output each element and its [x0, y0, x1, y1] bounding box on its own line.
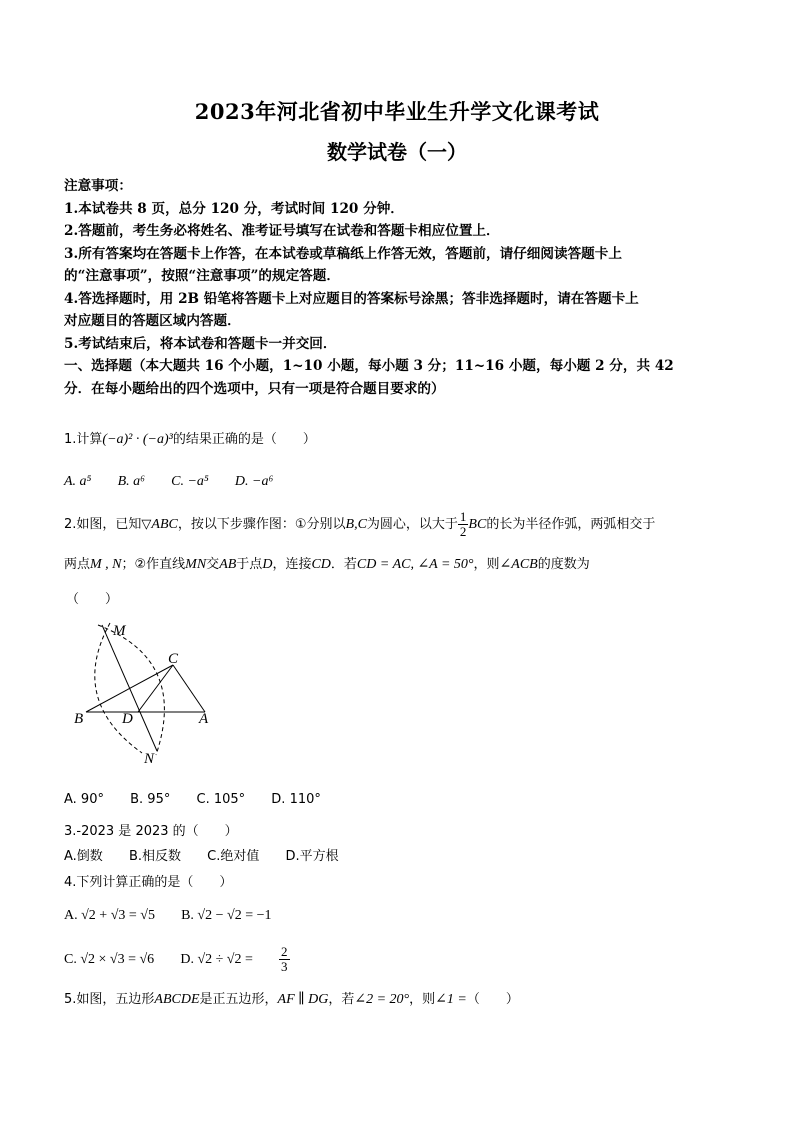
q1-expression: (−a)² · (−a)³	[102, 432, 173, 447]
instruction-item: 3.所有答案均在答题卡上作答，在本试卷或草稿纸上作答无效，答题前，请仔细阅读答题卡上	[64, 245, 622, 262]
segment-ca	[173, 665, 205, 712]
q3-option-d: D.平方根	[285, 849, 339, 864]
q5-text: ，若	[328, 992, 355, 1007]
question-1	[64, 430, 316, 450]
section-heading: 一、选择题（本大题共 16 个小题，1~10 小题，每小题 3 分；11~16 小题，每小题 2 分，共 42	[64, 358, 674, 374]
instruction-item: 4.答选择题时，用 2B 铅笔将答题卡上对应题目的答案标号涂黑；答非选择题时，请在答题卡上	[64, 290, 639, 307]
q2-text: 的度数为	[537, 557, 590, 572]
q3-option-a: A.倒数	[64, 849, 103, 864]
q5-math: ∠1 =	[435, 992, 467, 1007]
segment-cd	[138, 665, 173, 712]
q4-options-row1	[64, 906, 294, 926]
label-n: N	[144, 751, 155, 767]
q1-option-b: B. a⁶	[117, 474, 145, 489]
q5-math: ABCDE	[154, 992, 200, 1007]
q2-text: 两点	[64, 557, 91, 572]
q3-options	[64, 847, 361, 867]
q2-text: 于点	[236, 557, 263, 572]
q2-math: ∠ACB	[499, 557, 538, 572]
q2-text: 的长为半径作弧，两弧相交于	[486, 517, 656, 532]
fraction-numerator: 1	[459, 509, 467, 524]
q2-answer-blank: （ ）	[66, 592, 119, 607]
q4-option-b: B. √2 − √2 = −1	[181, 908, 272, 923]
q2-geometry-figure	[70, 615, 230, 770]
q1-option-c: C. −a⁵	[171, 474, 209, 489]
q2-text: ，则	[473, 557, 500, 572]
exam-title: 2023年河北省初中毕业生升学文化课考试	[194, 99, 600, 124]
q3-option-b: B.相反数	[128, 849, 182, 864]
q2-math: CD	[311, 557, 331, 572]
question-5	[64, 990, 744, 1010]
q2-math: BC	[468, 517, 487, 532]
label-m: M	[113, 623, 126, 639]
q1-prefix: 1.计算	[64, 432, 103, 447]
q4-option-d-fraction	[279, 945, 312, 974]
q4-option-c: C. √2 × √3 = √6	[64, 952, 155, 967]
q1-option-a: A. a⁵	[64, 474, 92, 489]
q2-math: AB	[219, 557, 237, 572]
q2-math: B,C	[345, 517, 367, 532]
label-a: A	[199, 711, 209, 727]
instruction-item: 的“注意事项”，按照“注意事项”的规定答题．	[64, 268, 340, 284]
q2-text: ，按以下步骤作图：①分别以	[177, 517, 346, 532]
q5-text: （ ）	[466, 992, 519, 1007]
q5-text: ，则	[409, 992, 436, 1007]
label-d: D	[122, 711, 133, 727]
q4-options-row2	[64, 945, 334, 974]
question-4: 4.下列计算正确的是（ ）	[64, 875, 233, 890]
q5-math: ∠2 = 20°	[354, 992, 410, 1007]
q2-text: ，连接	[272, 557, 312, 572]
section-heading: 分．在每小题给出的四个选项中，只有一项是符合题目要求的）	[64, 380, 445, 397]
question-2	[64, 510, 744, 539]
question-2-line2	[64, 555, 744, 575]
q1-option-d: D. −a⁶	[234, 474, 274, 489]
q2-math: D	[262, 557, 273, 572]
q4-option-a: A. √2 + √3 = √5	[64, 908, 155, 923]
fraction-numerator: 2	[281, 944, 288, 959]
fraction-denominator: 3	[281, 959, 288, 974]
q2-text: 为圆心，以大于	[366, 517, 458, 532]
q5-math: AF ∥ DG	[277, 992, 329, 1007]
segment-bc	[86, 665, 173, 712]
instruction-item: 2.答题前，考生务必将姓名、准考证号填写在试卷和答题卡相应位置上．	[64, 223, 500, 239]
q1-options	[64, 472, 295, 492]
q2-math: M , N	[90, 557, 122, 572]
q4-option-d-text: D. √2 ÷ √2 =	[180, 952, 253, 967]
q2-fraction	[458, 510, 469, 539]
instruction-item: 对应题目的答题区域内答题．	[64, 313, 241, 329]
question-3: 3.-2023 是 2023 的（ ）	[64, 824, 238, 839]
label-c: C	[168, 651, 179, 667]
q1-suffix: 的结果正确的是（ ）	[172, 432, 316, 447]
q2-option-a: A. 90°	[64, 792, 104, 807]
q2-text: ．若	[330, 557, 357, 572]
instruction-item: 1.本试卷共 8 页，总分 120 分，考试时间 120 分钟．	[64, 200, 404, 217]
q5-text: 5.如图，五边形	[64, 992, 155, 1007]
instructions-heading: 注意事项：	[64, 178, 132, 194]
q2-math: MN	[185, 557, 207, 572]
instructions	[64, 175, 734, 400]
q2-option-b: B. 95°	[130, 792, 171, 807]
q4-option-d	[180, 945, 333, 974]
q2-text: 2.如图，已知▽	[64, 517, 152, 532]
q5-text: 是正五边形，	[199, 992, 278, 1007]
exam-subtitle: 数学试卷（一）	[327, 140, 467, 164]
fraction-denominator: 2	[459, 524, 467, 539]
q2-text: 交	[206, 557, 220, 572]
q2-math: ABC	[151, 517, 178, 532]
q2-options	[64, 790, 343, 810]
q2-option-d: D. 110°	[271, 792, 321, 807]
q3-option-c: C.绝对值	[207, 849, 260, 864]
q2-text: ；②作直线	[121, 557, 186, 572]
arc-left	[95, 623, 142, 753]
q2-option-c: C. 105°	[196, 792, 246, 807]
instruction-item: 5.考试结束后，将本试卷和答题卡一并交回．	[64, 335, 337, 352]
label-b: B	[74, 711, 84, 727]
q2-math: CD = AC, ∠A = 50°	[356, 557, 474, 572]
